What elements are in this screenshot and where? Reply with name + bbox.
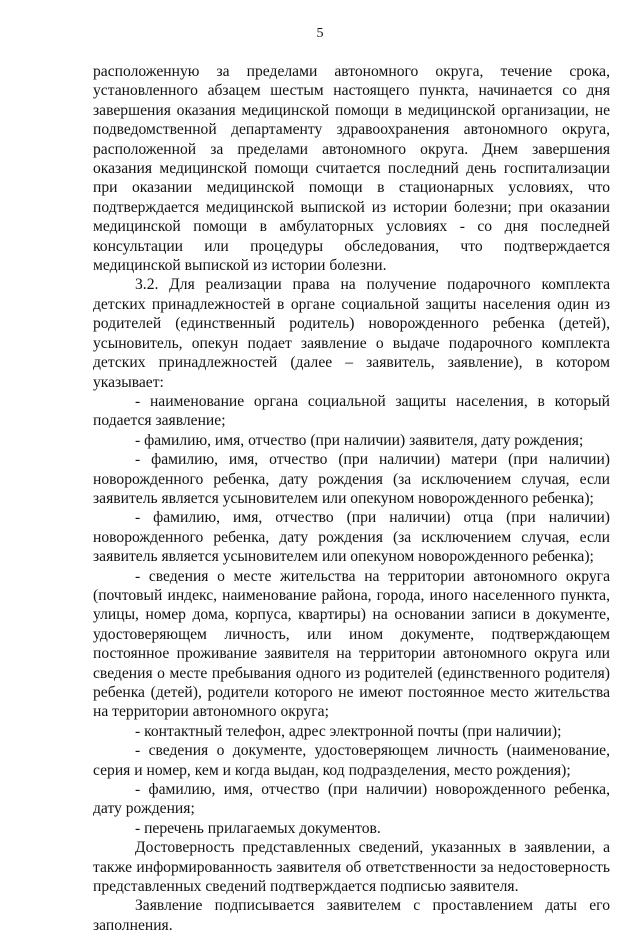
list-item: - фамилию, имя, отчество (при наличии) матери (при наличии) новорожденного ребенка, дату рождения (за исключением случая, если заявитель является усыновителем или опекуном новорожденного ребенка);: [93, 451, 610, 507]
list-item: - сведения о документе, удостоверяющем личность (наименование, серия и номер, кем и когда выдан, код подразделения, место рождения);: [93, 742, 610, 779]
paragraph: Заявление подписывается заявителем с проставлением даты его заполнения.: [93, 897, 610, 934]
list-item: - фамилию, имя, отчество (при наличии) отца (при наличии) новорожденного ребенка, дату рождения (за исключением случая, если заявитель является усыновителем или опекуном новорожденного ребенка);: [93, 509, 610, 566]
paragraph: Достоверность представленных сведений, указанных в заявлении, а также информированность заявителя об ответственности за недостоверность представленных сведений подтверждается подписью заявителя.: [93, 839, 610, 896]
page-number: 5: [316, 26, 324, 41]
list-item: - наименование органа социальной защиты населения, в который подается заявление;: [93, 392, 610, 430]
list-item: - фамилию, имя, отчество (при наличии) новорожденного ребенка, дату рождения;: [93, 781, 610, 818]
document-body: [93, 62, 610, 935]
list-item: - фамилию, имя, отчество (при наличии) заявителя, дату рождения;: [135, 431, 584, 449]
list-item: - сведения о месте жительства на территории автономного округа (почтовый индекс, наименование района, города, иного населенного пункта, улицы, номер дома, корпуса, квартиры) на основании записи в документе, удостоверяющем личность, или ином документе, подтверждающем постоянное проживание заявителя на территории автономного округа или сведения о месте пребывания одного из родителей (единственного родителя) ребенка (детей), родители которого не имеют постоянное место жительства на территории автономного округа;: [93, 567, 610, 721]
list-item: - перечень прилагаемых документов.: [135, 819, 381, 837]
paragraph: 3.2. Для реализации права на получение подарочного комплекта детских принадлежностей в органе социальной защиты населения один из родителей (единственный родитель) новорожденного ребенка (детей), усыновитель, опекун подает заявление о выдаче подарочного комплекта детских принадлежностей (далее – заявитель, заявление), в котором указывает:: [93, 276, 610, 391]
paragraph: расположенную за пределами автономного округа, течение срока, установленного абзацем шестым настоящего пункта, начинается со дня завершения оказания медицинской помощи в медицинской организации, не подведомственной департаменту здравоохранения автономного округа, расположенной за пределами автономного округа. Днем завершения оказания медицинской помощи считается последний день госпитализации при оказании медицинской помощи в стационарных условиях, что подтверждается медицинской выпиской из истории болезни; при оказании медицинской помощи в амбулаторных условиях - со дня последней консультации или процедуры обследования, что подтверждается медицинской выпиской из истории болезни.: [93, 63, 610, 275]
list-item: - контактный телефон, адрес электронной почты (при наличии);: [135, 722, 562, 740]
